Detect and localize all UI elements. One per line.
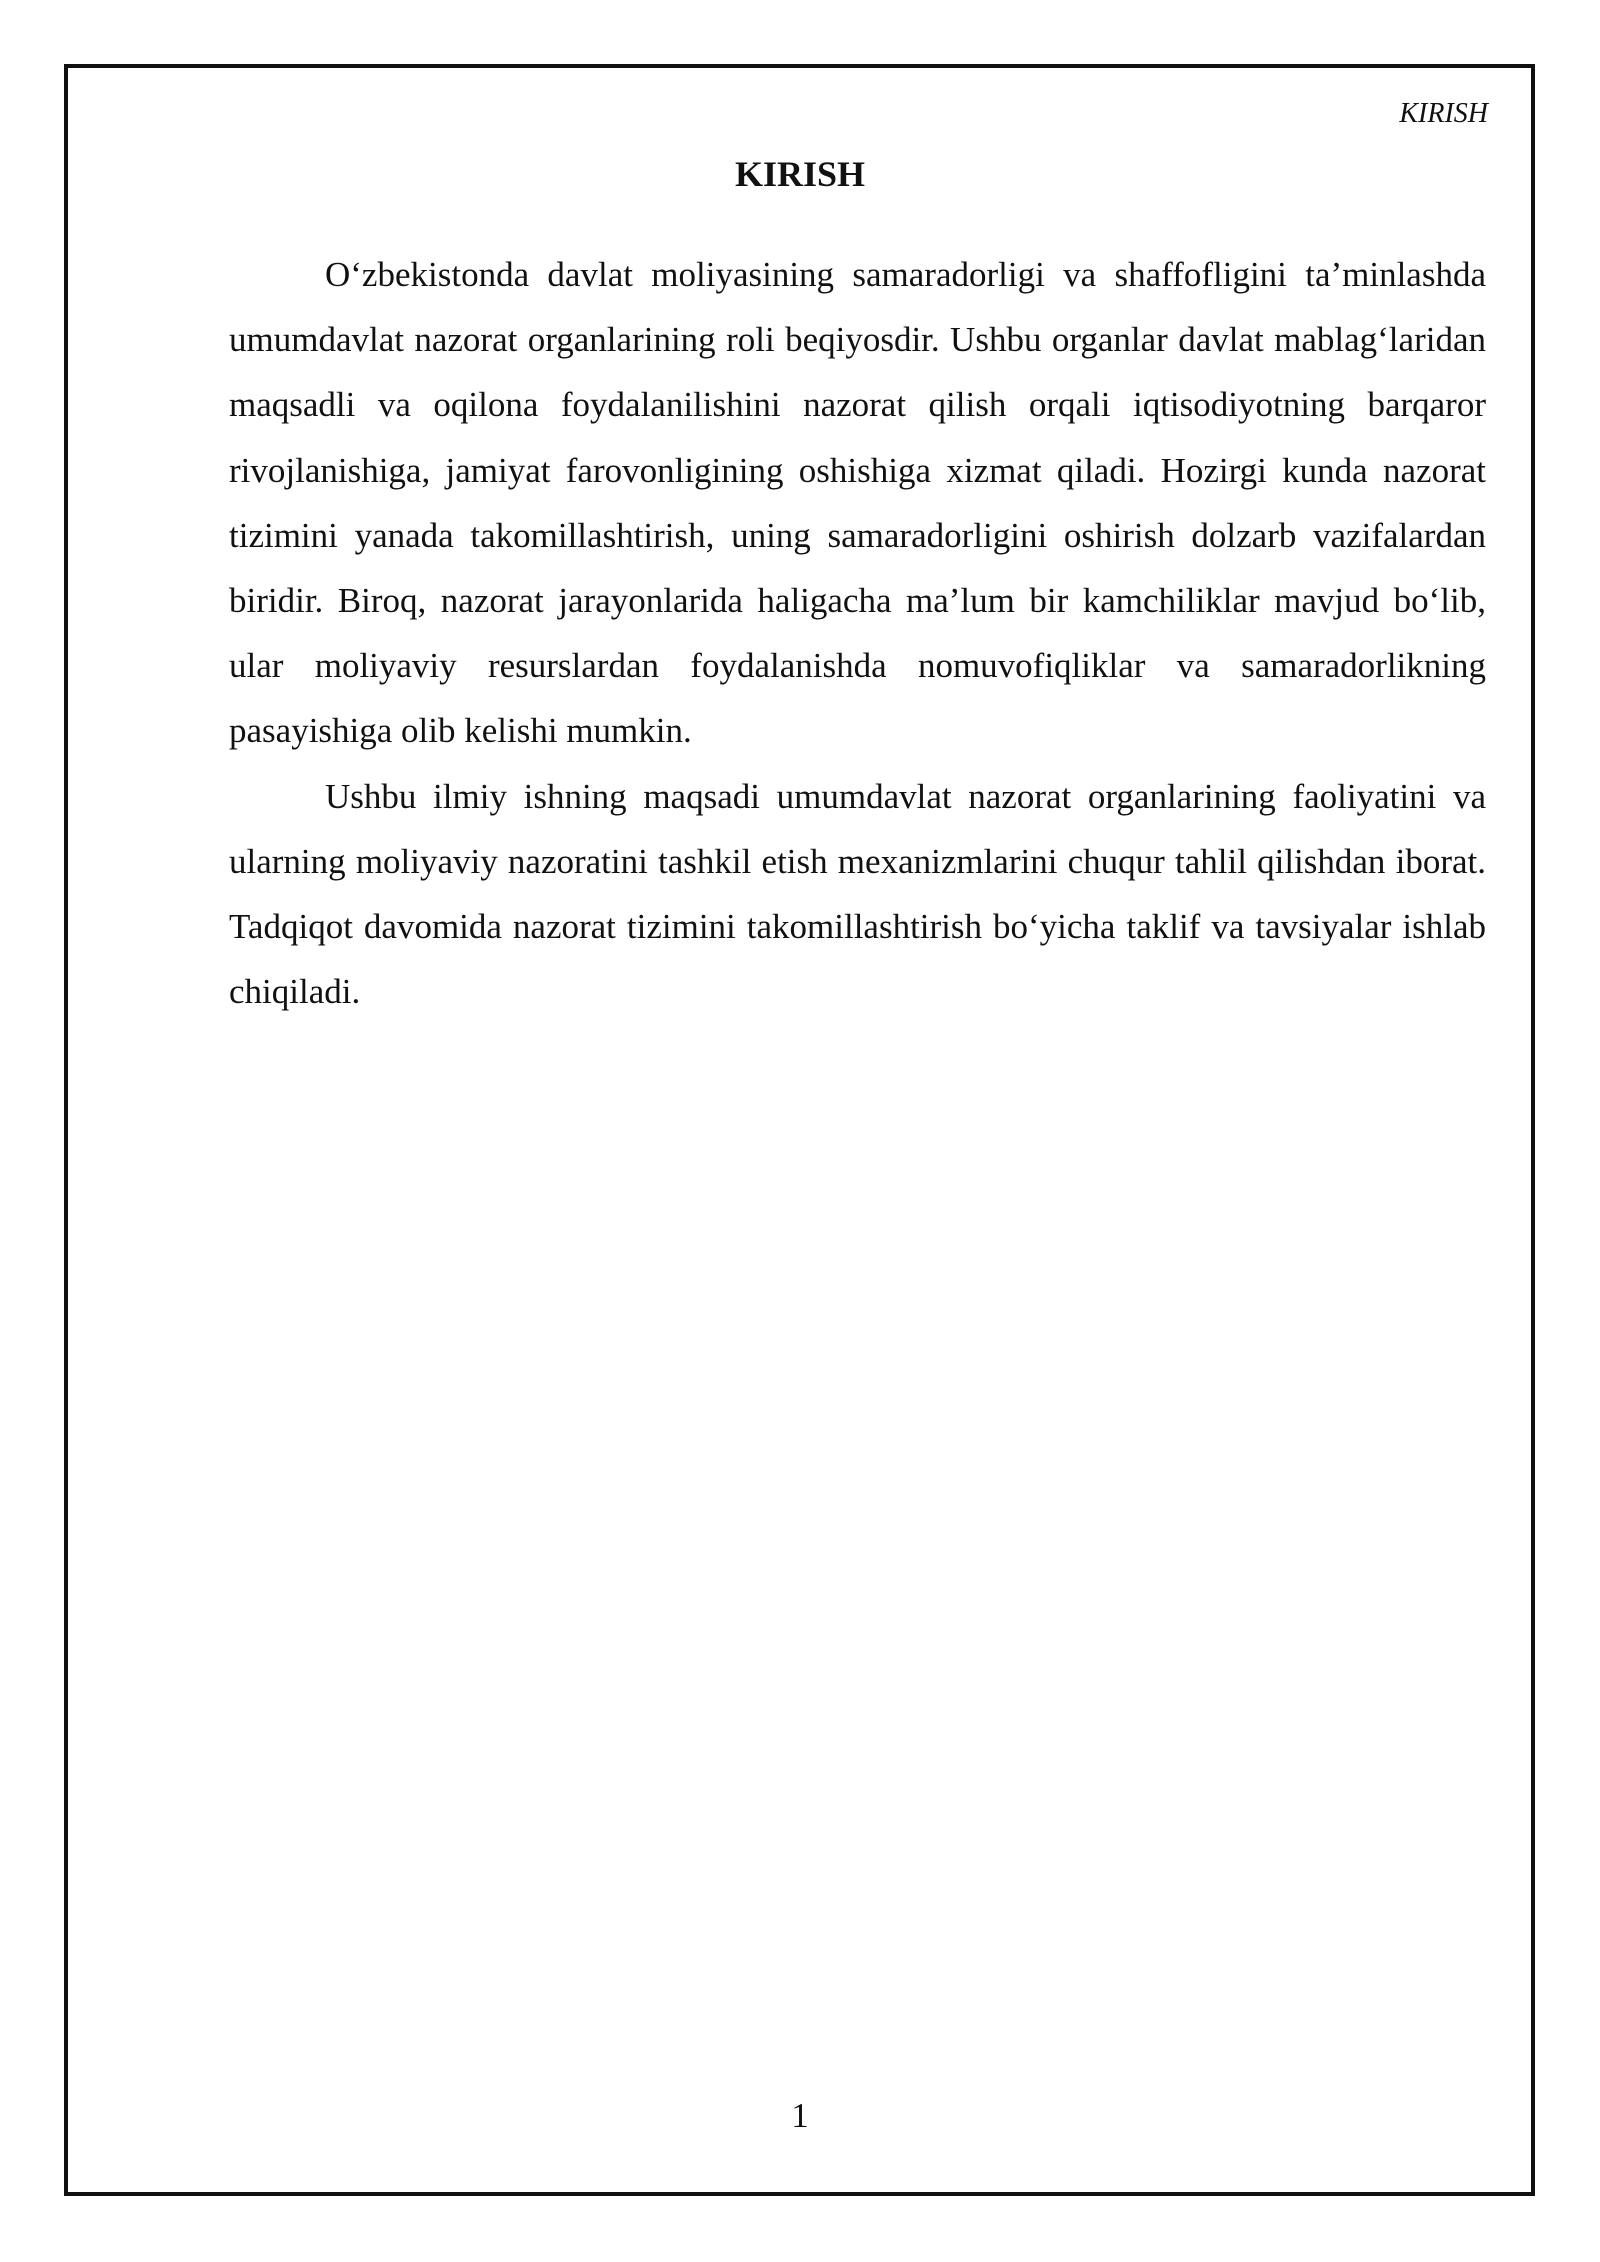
- paragraph: Ushbu ilmiy ishning maqsadi umumdavlat nazorat organlarining faoliyatini va ularning moliyaviy nazoratini tashkil etish mexanizmlarini chuqur tahlil qilishdan iborat. Tadqiqot davomida nazorat tizimini takomillashtirish bo‘yicha taklif va tavsiyalar ishlab chiqiladi.: [229, 776, 1486, 1012]
- document-title: KIRISH: [734, 154, 866, 194]
- running-header: KIRISH: [1399, 98, 1488, 129]
- page-number: 1: [791, 2096, 809, 2135]
- paragraph: O‘zbekistonda davlat moliyasining samaradorligi va shaffofligini ta’minlashda umumdavlat nazorat organlarining roli beqiyosdir. Ushbu organlar davlat mablag‘laridan maqsadli va oqilona foydalanilishini nazorat qilish orqali iqtisodiyotning barqaror rivojlanishiga, jamiyat farovonligining oshishiga xizmat qiladi. Hozirgi kunda nazorat tizimini yanada takomillashtirish, uning samaradorligini oshirish dolzarb vazifalardan biridir. Biroq, nazorat jarayonlarida haligacha ma’lum bir kamchiliklar mavjud bo‘lib, ular moliyaviy resurslardan foydalanishda nomuvofiqliklar va samaradorlikning pasayishiga olib kelishi mumkin.: [229, 255, 1486, 751]
- document-body: [229, 242, 1486, 1024]
